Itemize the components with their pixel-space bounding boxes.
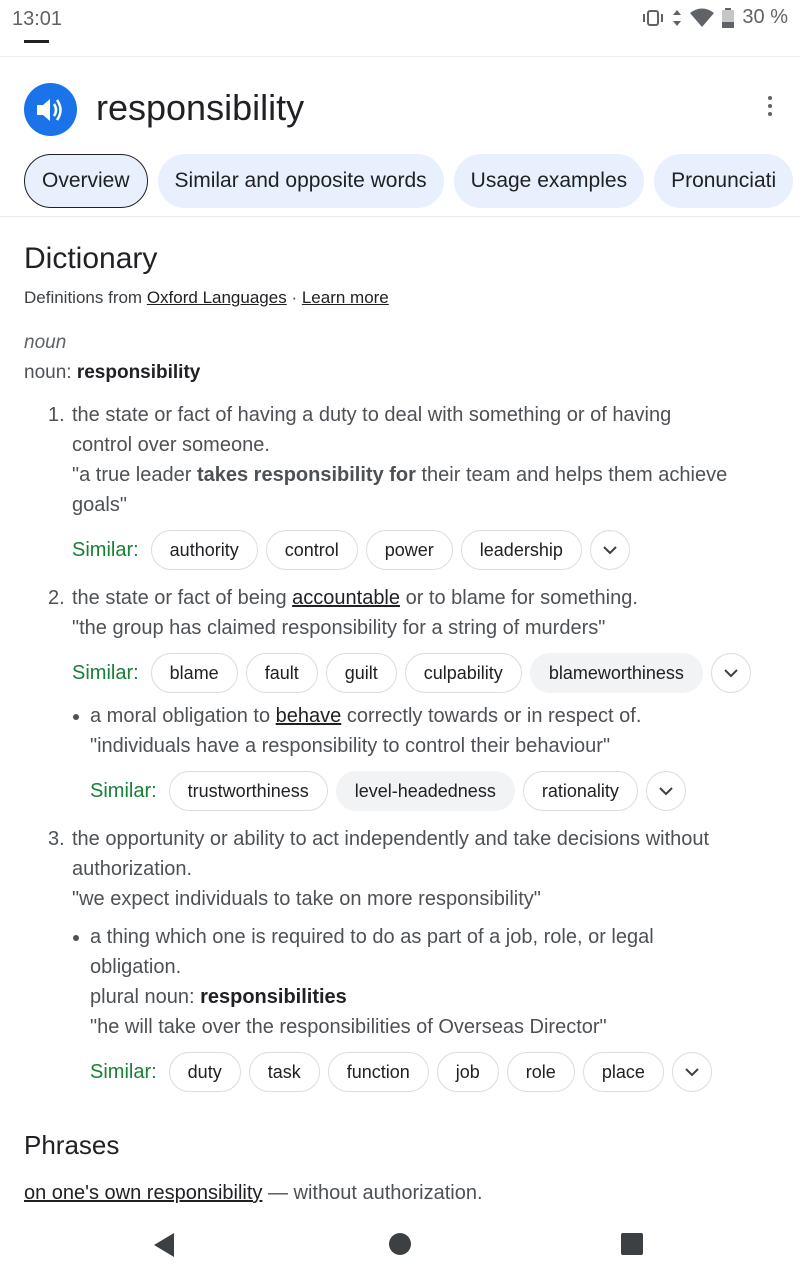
pronounce-button[interactable] xyxy=(24,83,77,136)
similar-label: Similar: xyxy=(72,661,139,684)
bullet xyxy=(73,935,79,941)
status-bar xyxy=(0,0,800,57)
headword: responsibility xyxy=(96,87,305,128)
example-text: "we expect individuals to take on more responsibility" xyxy=(72,888,541,910)
sense-2-sub xyxy=(90,701,780,761)
similar-row xyxy=(72,530,630,570)
similar-chip[interactable]: blameworthiness xyxy=(530,653,703,693)
similar-chip[interactable]: control xyxy=(266,530,358,570)
speaker-icon xyxy=(37,97,65,123)
dictionary-source: Definitions from Oxford Languages · Learn more xyxy=(24,288,389,307)
similar-row xyxy=(72,653,751,693)
more-vert-icon[interactable] xyxy=(766,93,774,121)
similar-row xyxy=(90,1052,712,1092)
sense-number: 2. xyxy=(48,587,65,609)
example-text: goals" xyxy=(72,494,127,516)
tab-usage-examples[interactable]: Usage examples xyxy=(454,154,644,208)
tab-bar xyxy=(24,154,793,208)
similar-chip[interactable]: trustworthiness xyxy=(169,771,328,811)
recents-icon[interactable] xyxy=(620,1232,644,1256)
tab-overview[interactable]: Overview xyxy=(24,154,148,208)
battery-icon xyxy=(722,8,734,28)
bullet xyxy=(73,714,79,720)
definition-text: authorization. xyxy=(72,858,193,880)
expand-similar-button[interactable] xyxy=(590,530,630,570)
pos-label: noun: responsibility xyxy=(24,362,201,383)
expand-similar-button[interactable] xyxy=(672,1052,712,1092)
sense-3-sub xyxy=(90,922,780,1042)
phrases-heading: Phrases xyxy=(24,1130,120,1160)
similar-chip[interactable]: level-headedness xyxy=(336,771,515,811)
sense-number: 1. xyxy=(48,404,65,426)
sense-number: 3. xyxy=(48,828,65,850)
chevron-down-icon xyxy=(658,786,674,796)
phrase-link[interactable]: on one's own responsibility xyxy=(24,1182,263,1204)
similar-chip[interactable]: rationality xyxy=(523,771,638,811)
definition-text: the state or fact of being accountable or to blame for something. xyxy=(72,587,638,609)
similar-label: Similar: xyxy=(72,538,139,561)
definition-text: the opportunity or ability to act independently and take decisions without xyxy=(72,828,710,850)
status-indicator xyxy=(24,40,49,43)
similar-chip[interactable]: culpability xyxy=(405,653,522,693)
definition-text: control over someone. xyxy=(72,434,270,456)
wifi-icon xyxy=(690,8,714,28)
tab-similar-opposite[interactable]: Similar and opposite words xyxy=(158,154,444,208)
similar-chip[interactable]: role xyxy=(507,1052,575,1092)
expand-similar-button[interactable] xyxy=(646,771,686,811)
definition-text: obligation. xyxy=(90,956,182,978)
similar-chip[interactable]: task xyxy=(249,1052,320,1092)
example-text: "he will take over the responsibilities of Overseas Director" xyxy=(90,1016,607,1038)
back-icon[interactable] xyxy=(152,1232,176,1258)
chevron-down-icon xyxy=(684,1067,700,1077)
data-arrows-icon xyxy=(672,9,682,27)
similar-chip[interactable]: leadership xyxy=(461,530,582,570)
definition-text: the state or fact of having a duty to deal with something or of having xyxy=(72,404,672,426)
learn-more-link[interactable]: Learn more xyxy=(301,288,389,307)
part-of-speech: noun xyxy=(24,332,67,353)
example-text: "the group has claimed responsibility for a string of murders" xyxy=(72,617,606,639)
similar-chip[interactable]: power xyxy=(366,530,453,570)
battery-percent: 30 % xyxy=(742,6,788,28)
similar-chip[interactable]: guilt xyxy=(326,653,397,693)
oxford-languages-link[interactable]: Oxford Languages xyxy=(146,288,287,307)
similar-row xyxy=(90,771,686,811)
similar-chip[interactable]: function xyxy=(328,1052,429,1092)
status-time: 13:01 xyxy=(12,8,63,30)
tabs-divider xyxy=(0,216,800,217)
phrase-item: on one's own responsibility — without authorization. xyxy=(24,1182,483,1204)
definition-text: a thing which one is required to do as part of a job, role, or legal xyxy=(90,926,654,948)
similar-label: Similar: xyxy=(90,1060,157,1083)
behave-link[interactable]: behave xyxy=(275,705,342,727)
plural-label: plural noun: responsibilities xyxy=(90,986,347,1008)
word-header xyxy=(24,83,784,138)
definition-text: a moral obligation to behave correctly towards or in respect of. xyxy=(90,705,642,727)
chevron-down-icon xyxy=(723,668,739,678)
similar-chip[interactable]: duty xyxy=(169,1052,241,1092)
system-nav-bar xyxy=(0,1210,800,1280)
tab-pronunciation[interactable]: Pronunciati xyxy=(654,154,793,208)
similar-chip[interactable]: fault xyxy=(246,653,318,693)
similar-chip[interactable]: place xyxy=(583,1052,664,1092)
chevron-down-icon xyxy=(602,545,618,555)
home-icon[interactable] xyxy=(388,1232,412,1256)
dictionary-heading: Dictionary xyxy=(24,242,158,275)
similar-chip[interactable]: job xyxy=(437,1052,499,1092)
similar-chip[interactable]: blame xyxy=(151,653,238,693)
similar-label: Similar: xyxy=(90,779,157,802)
example-text: "a true leader takes responsibility for their team and helps them achieve xyxy=(72,464,728,486)
similar-chip[interactable]: authority xyxy=(151,530,258,570)
example-text: "individuals have a responsibility to control their behaviour" xyxy=(90,735,611,757)
expand-similar-button[interactable] xyxy=(711,653,751,693)
vibrate-icon xyxy=(642,9,664,27)
accountable-link[interactable]: accountable xyxy=(292,587,401,609)
